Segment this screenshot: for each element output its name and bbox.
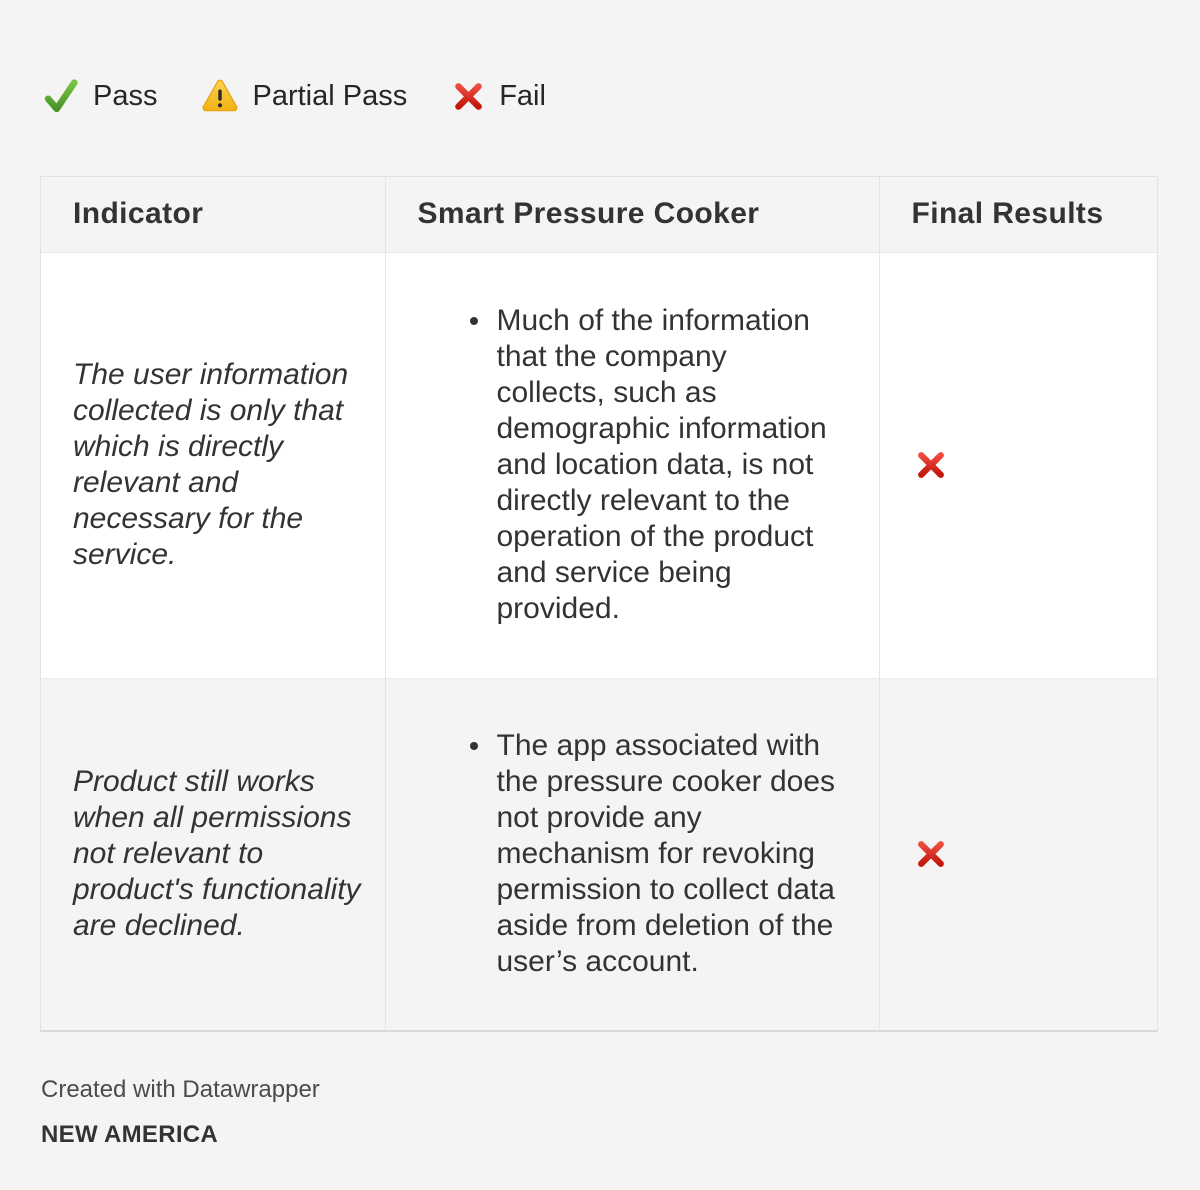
datawrapper-attribution[interactable]: Created with Datawrapper — [41, 1076, 320, 1103]
indicator-cell — [41, 252, 385, 678]
column-header-final-results: Final Results — [879, 177, 1157, 252]
legend-item-fail — [451, 79, 546, 114]
legend — [42, 77, 590, 115]
indicator-text: Product still works when all permissions not relevant to product's functionality are declined. — [73, 765, 361, 943]
fail-cross-icon — [881, 837, 1157, 871]
indicator-text: The user information collected is only that which is directly relevant and necessary for the service. — [73, 358, 349, 571]
fail-cross-icon — [881, 448, 1157, 482]
table-row — [41, 678, 1157, 1030]
detail-bullet: Much of the information that the company collects, such as demographic information and location data, is not directly relevant to the operation of the product and service being provided. — [467, 303, 843, 627]
cross-icon — [451, 79, 486, 114]
legend-label-pass: Pass — [93, 79, 158, 112]
header-row — [41, 177, 1157, 252]
detail-bullet-list — [387, 303, 878, 627]
details-cell — [385, 678, 879, 1030]
final-result-cell — [879, 252, 1157, 678]
indicator-cell — [41, 678, 385, 1030]
detail-bullet: The app associated with the pressure cooker does not provide any mechanism for revoking permission to collect data aside from deletion of the user’s account. — [467, 728, 843, 980]
warning-icon — [201, 77, 239, 115]
check-icon — [42, 77, 80, 115]
table-row — [41, 252, 1157, 678]
final-result-cell — [879, 678, 1157, 1030]
legend-label-fail: Fail — [499, 79, 546, 112]
column-header-smart-pressure-cooker: Smart Pressure Cooker — [385, 177, 879, 252]
table-header — [41, 177, 1157, 252]
results-table — [41, 177, 1157, 1030]
legend-item-pass — [42, 77, 157, 115]
detail-bullet-list — [387, 728, 878, 980]
byline: NEW AMERICA — [41, 1121, 219, 1148]
results-table-container — [40, 176, 1158, 1032]
details-cell — [385, 252, 879, 678]
column-header-indicator: Indicator — [41, 177, 385, 252]
legend-label-partial-pass: Partial Pass — [252, 79, 408, 112]
legend-item-partial-pass — [201, 77, 407, 115]
